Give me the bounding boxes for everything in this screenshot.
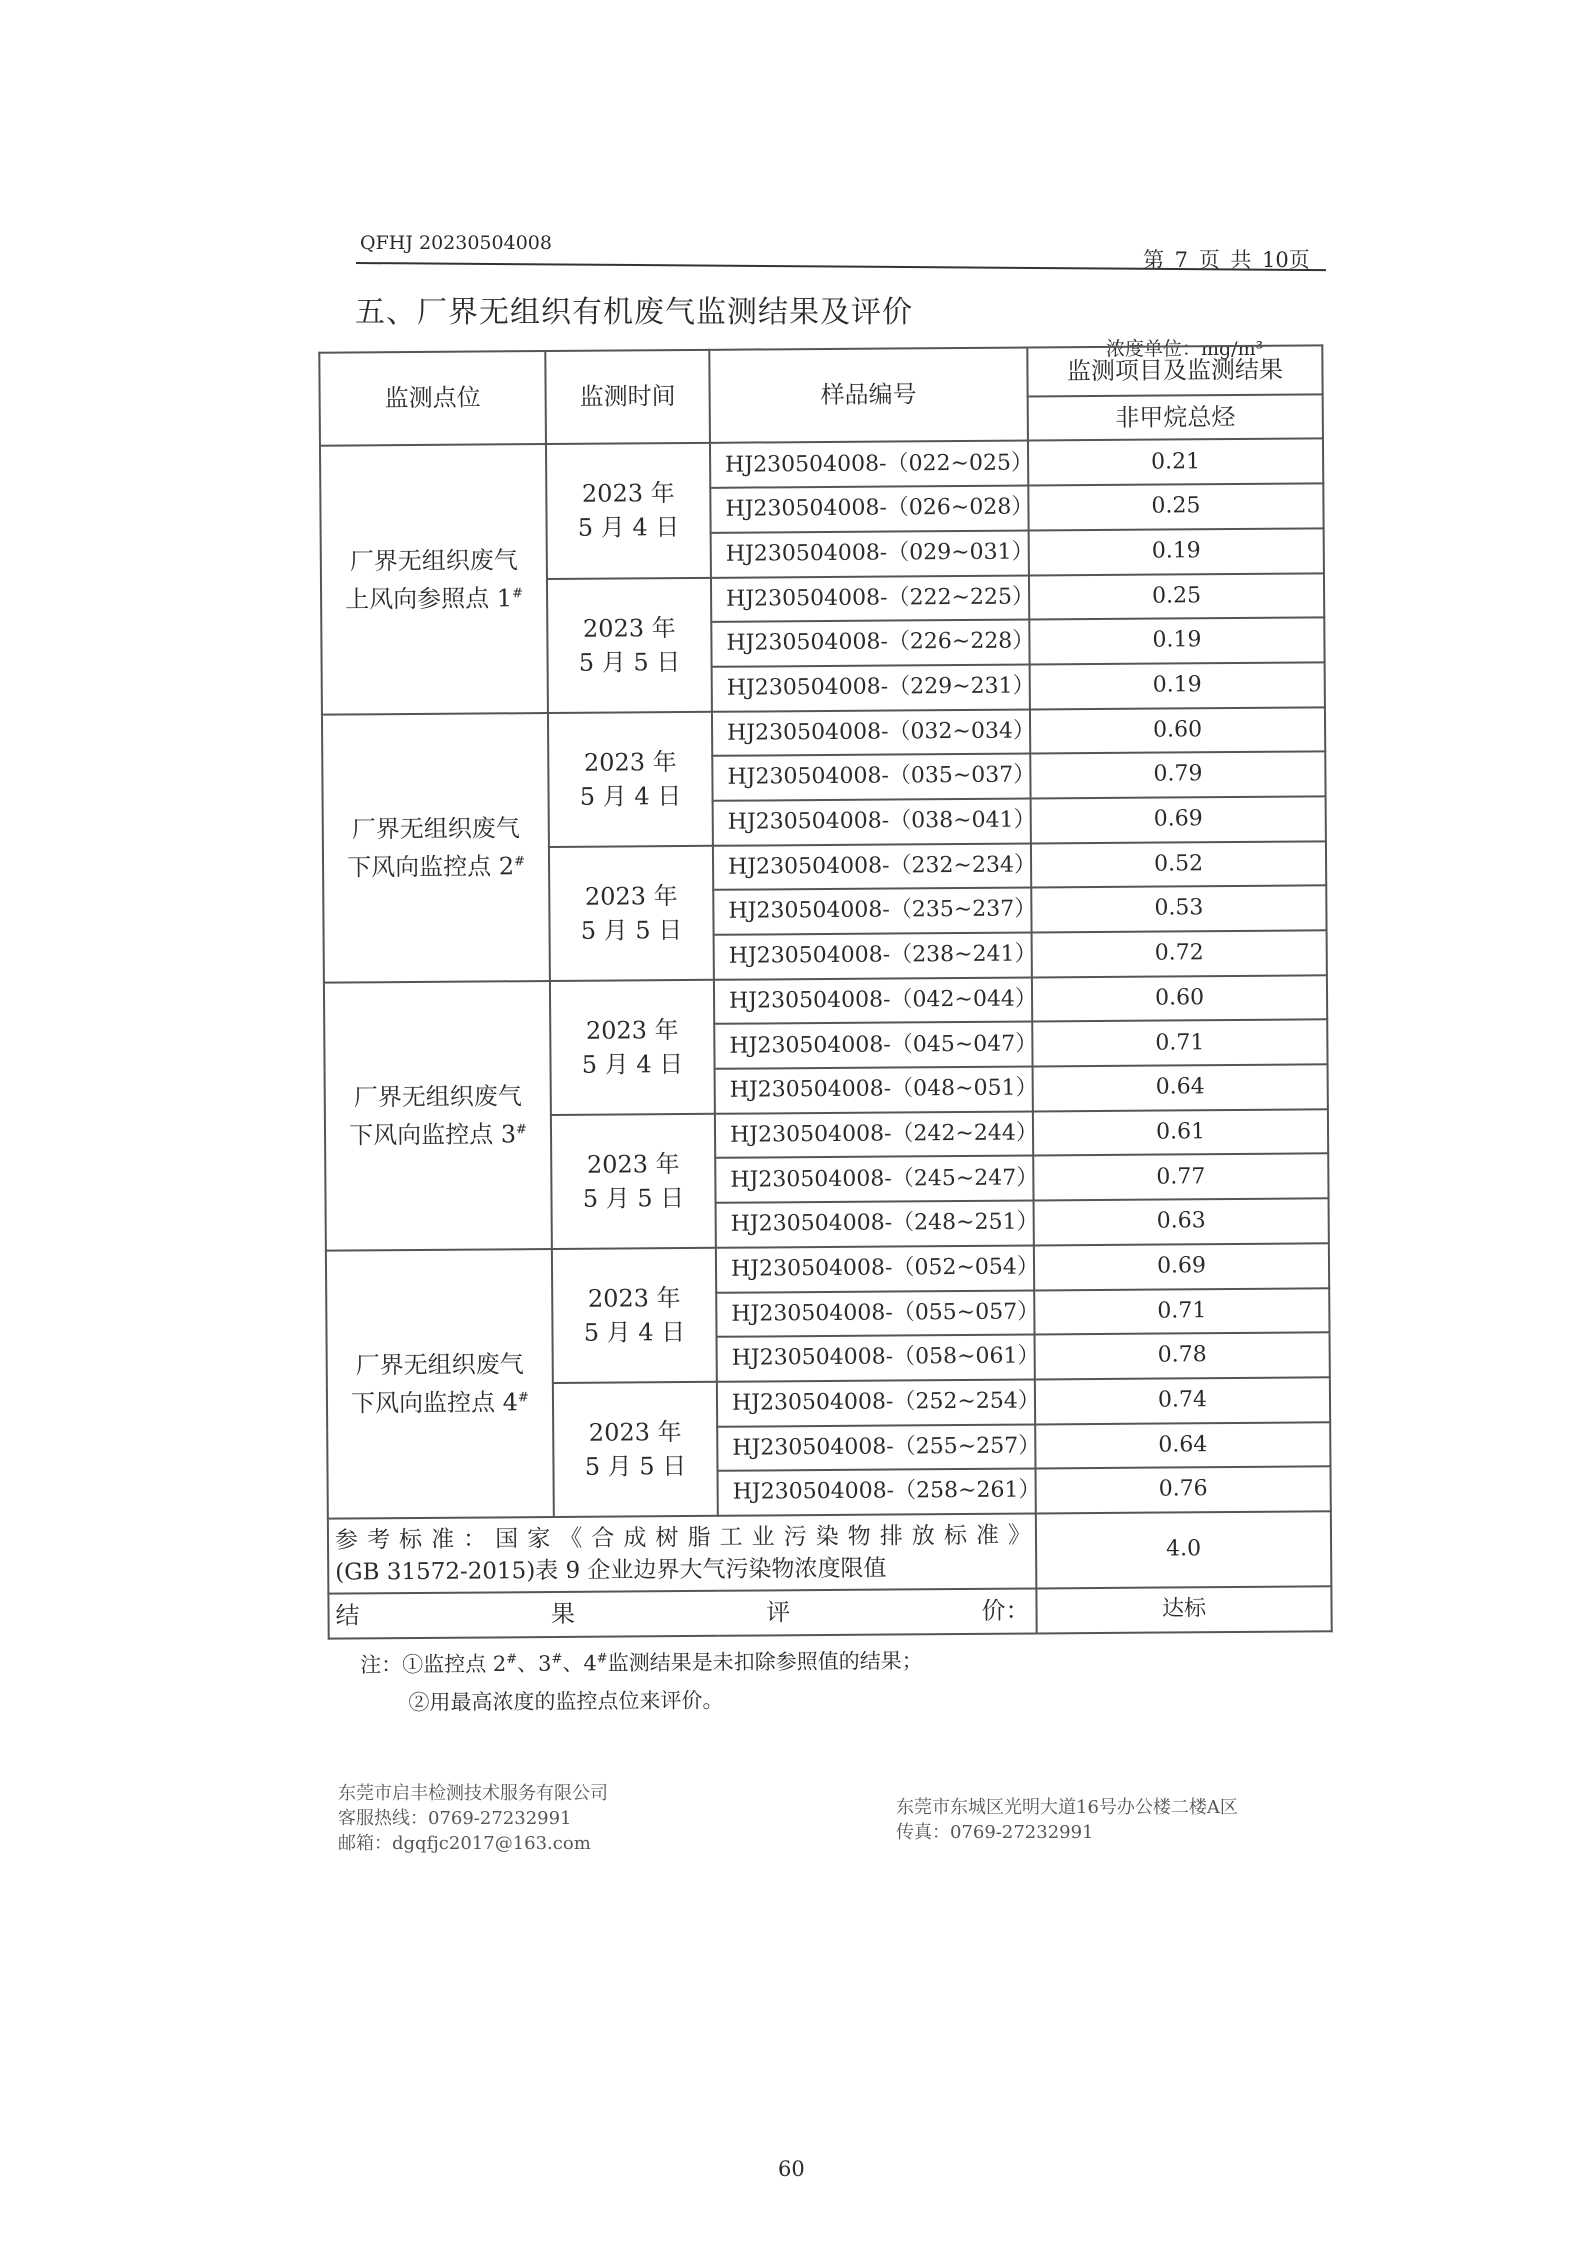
sample-id-cell: HJ230504008-（045~047） bbox=[714, 1022, 1032, 1069]
date-cell bbox=[547, 577, 712, 712]
value-cell: 0.64 bbox=[1033, 1064, 1328, 1111]
sample-id-cell: HJ230504008-（242~244） bbox=[715, 1111, 1033, 1158]
location-line-2-text: 上风向参照点 1 bbox=[345, 583, 513, 614]
date-year: 2023 年 bbox=[581, 479, 675, 509]
location-cell bbox=[326, 1249, 554, 1519]
sample-id-cell: HJ230504008-（255~257） bbox=[717, 1424, 1035, 1471]
sample-id-cell: HJ230504008-（229~231） bbox=[712, 664, 1030, 711]
location-line-2-text: 下风向监控点 4 bbox=[350, 1388, 519, 1418]
page-number: 60 bbox=[778, 2157, 805, 2181]
date-cell bbox=[552, 1248, 717, 1383]
header-location: 监测点位 bbox=[319, 351, 546, 446]
sample-id-cell: HJ230504008-（058~061） bbox=[717, 1335, 1035, 1382]
note-1-sup-1: # bbox=[506, 1651, 518, 1667]
standard-value-cell: 4.0 bbox=[1036, 1511, 1332, 1588]
footer-company: 东莞市启丰检测技术服务有限公司 bbox=[338, 1783, 608, 1804]
sample-id-cell: HJ230504008-（052~054） bbox=[716, 1245, 1034, 1292]
note-1-mid-1: 、3 bbox=[517, 1651, 552, 1676]
date-cell bbox=[548, 711, 713, 846]
header-nmhc: 非甲烷总烃 bbox=[1028, 394, 1323, 441]
date-year: 2023 年 bbox=[588, 1417, 682, 1447]
evaluation-label-char: 评 bbox=[766, 1598, 791, 1627]
location-cell bbox=[324, 981, 552, 1251]
date-cell bbox=[549, 845, 714, 980]
date-day: 5 月 5 日 bbox=[582, 1183, 685, 1213]
note-2: ②用最高浓度的监控点位来评价。 bbox=[408, 1688, 724, 1715]
notes bbox=[360, 1638, 923, 1722]
date-year: 2023 年 bbox=[583, 747, 677, 777]
value-cell: 0.25 bbox=[1029, 573, 1324, 620]
standard-line-1: 参考标准：国家《合成树脂工业污染物排放标准》 bbox=[334, 1522, 1032, 1554]
section-title: 五、厂界无组织有机废气监测结果及评价 bbox=[355, 295, 913, 330]
evaluation-label-char: 结 bbox=[335, 1601, 360, 1630]
location-line-2-text: 下风向监控点 2 bbox=[347, 851, 515, 882]
sample-id-cell: HJ230504008-（055~057） bbox=[716, 1290, 1034, 1337]
document-id: QFHJ 20230504008 bbox=[360, 232, 552, 254]
value-cell: 0.21 bbox=[1028, 439, 1323, 486]
location-line-1: 厂界无组织废气 bbox=[351, 813, 520, 844]
evaluation-row bbox=[328, 1586, 1331, 1638]
value-cell: 0.63 bbox=[1034, 1198, 1329, 1245]
sample-id-cell: HJ230504008-（235~237） bbox=[713, 888, 1031, 935]
value-cell: 0.53 bbox=[1031, 886, 1326, 933]
evaluation-label-char: 果 bbox=[550, 1599, 575, 1629]
header-time: 监测时间 bbox=[545, 350, 710, 445]
header-sample: 样品编号 bbox=[709, 347, 1028, 443]
value-cell: 0.64 bbox=[1035, 1422, 1330, 1469]
sample-id-cell: HJ230504008-（029~031） bbox=[711, 530, 1029, 577]
location-line-2 bbox=[326, 577, 542, 617]
header-items: 监测项目及监测结果 bbox=[1027, 345, 1322, 396]
note-1-sup-2: # bbox=[551, 1651, 563, 1667]
sample-id-cell: HJ230504008-（222~225） bbox=[711, 575, 1029, 622]
location-line-2-text: 下风向监控点 3 bbox=[349, 1120, 517, 1150]
value-cell: 0.52 bbox=[1031, 841, 1326, 888]
sample-id-cell: HJ230504008-（038~041） bbox=[713, 798, 1031, 845]
sample-id-cell: HJ230504008-（032~034） bbox=[712, 709, 1030, 756]
table-row bbox=[322, 707, 1325, 759]
location-superscript: # bbox=[517, 1390, 529, 1406]
location-line-1: 厂界无组织废气 bbox=[355, 1350, 524, 1380]
value-cell: 0.61 bbox=[1033, 1109, 1328, 1156]
date-day: 5 月 4 日 bbox=[581, 1049, 684, 1079]
sample-id-cell: HJ230504008-（022~025） bbox=[710, 441, 1028, 488]
sample-id-cell: HJ230504008-（048~051） bbox=[715, 1067, 1033, 1114]
note-1-suffix: 监测结果是未扣除参照值的结果； bbox=[607, 1648, 923, 1676]
sample-id-cell: HJ230504008-（252~254） bbox=[717, 1379, 1035, 1426]
table-header-row bbox=[319, 345, 1322, 401]
footer-address: 东莞市东城区光明大道16号办公楼二楼A区 bbox=[896, 1797, 1238, 1818]
value-cell: 0.78 bbox=[1035, 1332, 1330, 1379]
value-cell: 0.60 bbox=[1030, 707, 1325, 754]
sample-id-cell: HJ230504008-（035~037） bbox=[712, 754, 1030, 801]
sample-id-cell: HJ230504008-（026~028） bbox=[710, 486, 1028, 533]
footer-hotline: 客服热线：0769-27232991 bbox=[338, 1808, 572, 1829]
value-cell: 0.72 bbox=[1032, 930, 1327, 977]
value-cell: 0.77 bbox=[1033, 1154, 1328, 1201]
evaluation-label-char: 价： bbox=[981, 1596, 1030, 1626]
value-cell: 0.69 bbox=[1034, 1243, 1329, 1290]
location-line-1: 厂界无组织废气 bbox=[349, 545, 518, 575]
date-year: 2023 年 bbox=[584, 881, 678, 911]
sample-id-cell: HJ230504008-（248~251） bbox=[716, 1201, 1034, 1248]
footer-email: 邮箱：dgqfjc2017@163.com bbox=[338, 1833, 591, 1854]
date-day: 5 月 4 日 bbox=[583, 1317, 686, 1347]
date-year: 2023 年 bbox=[585, 1015, 679, 1045]
footer-fax: 传真：0769-27232991 bbox=[896, 1822, 1094, 1843]
value-cell: 0.79 bbox=[1030, 752, 1325, 799]
sample-id-cell: HJ230504008-（042~044） bbox=[714, 977, 1032, 1024]
value-cell: 0.25 bbox=[1028, 483, 1323, 530]
value-cell: 0.19 bbox=[1029, 528, 1324, 575]
note-1-prefix: 注：①监控点 2 bbox=[360, 1651, 507, 1677]
date-year: 2023 年 bbox=[587, 1283, 681, 1313]
value-cell: 0.19 bbox=[1029, 618, 1324, 665]
value-cell: 0.19 bbox=[1030, 662, 1325, 709]
value-cell: 0.69 bbox=[1031, 796, 1326, 843]
location-line-2 bbox=[330, 1113, 546, 1153]
date-day: 5 月 5 日 bbox=[580, 915, 683, 945]
location-line-2 bbox=[332, 1381, 548, 1421]
table-row bbox=[324, 975, 1327, 1027]
results-table-container bbox=[318, 344, 1330, 1639]
value-cell: 0.71 bbox=[1032, 1020, 1327, 1067]
location-superscript: # bbox=[515, 1121, 527, 1138]
note-1 bbox=[360, 1638, 923, 1684]
evaluation-result-cell: 达标 bbox=[1036, 1586, 1331, 1633]
value-cell: 0.74 bbox=[1035, 1377, 1330, 1424]
date-cell bbox=[546, 443, 711, 578]
date-day: 5 月 4 日 bbox=[579, 781, 682, 811]
date-day: 5 月 5 日 bbox=[584, 1451, 687, 1481]
location-cell bbox=[320, 444, 548, 714]
date-cell bbox=[550, 979, 715, 1114]
value-cell: 0.60 bbox=[1032, 975, 1327, 1022]
location-line-2 bbox=[328, 845, 544, 885]
standard-line-2: (GB 31572-2015)表 9 企业边界大气污染物浓度限值 bbox=[335, 1555, 887, 1586]
date-cell bbox=[551, 1114, 716, 1249]
note-1-sup-3: # bbox=[596, 1651, 608, 1667]
standard-cell bbox=[328, 1513, 1037, 1593]
standard-row bbox=[328, 1511, 1332, 1594]
sample-id-cell: HJ230504008-（258~261） bbox=[718, 1469, 1036, 1516]
date-cell bbox=[553, 1382, 718, 1517]
table-row bbox=[320, 439, 1323, 491]
date-day: 5 月 4 日 bbox=[577, 513, 680, 543]
results-table bbox=[318, 344, 1332, 1639]
location-cell bbox=[322, 713, 550, 983]
location-line-1: 厂界无组织废气 bbox=[353, 1081, 522, 1112]
sample-id-cell: HJ230504008-（232~234） bbox=[713, 843, 1031, 890]
evaluation-label bbox=[333, 1597, 1031, 1631]
sample-id-cell: HJ230504008-（226~228） bbox=[711, 620, 1029, 667]
date-year: 2023 年 bbox=[586, 1149, 680, 1179]
page-info: 第 7 页 共 10页 bbox=[1143, 248, 1310, 272]
value-cell: 0.71 bbox=[1034, 1288, 1329, 1335]
sample-id-cell: HJ230504008-（245~247） bbox=[715, 1156, 1033, 1203]
date-year: 2023 年 bbox=[582, 613, 676, 643]
note-1-mid-2: 、4 bbox=[562, 1651, 597, 1676]
footer-right bbox=[896, 1795, 1238, 1845]
location-superscript: # bbox=[513, 853, 525, 869]
table-row bbox=[326, 1243, 1329, 1295]
unit-label: 浓度单位：mg/m³ bbox=[1106, 338, 1264, 360]
evaluation-label-cell bbox=[328, 1589, 1036, 1639]
date-day: 5 月 5 日 bbox=[578, 647, 681, 677]
value-cell: 0.76 bbox=[1036, 1467, 1331, 1514]
location-superscript: # bbox=[512, 585, 524, 601]
footer-left bbox=[338, 1781, 608, 1856]
sample-id-cell: HJ230504008-（238~241） bbox=[714, 932, 1032, 979]
